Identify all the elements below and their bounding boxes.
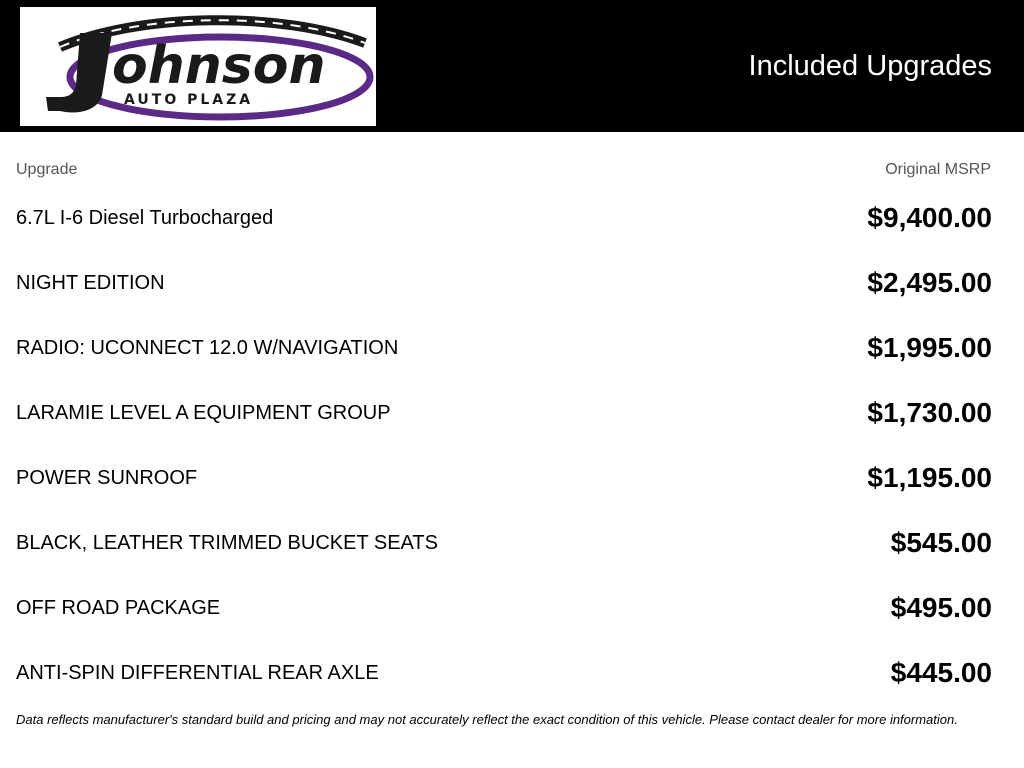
upgrade-price: $1,995.00 xyxy=(867,332,992,363)
upgrade-price: $445.00 xyxy=(890,657,992,688)
upgrade-row xyxy=(0,261,1024,326)
logo-wordmark: ohnson xyxy=(112,36,326,96)
upgrade-price: $495.00 xyxy=(890,592,992,623)
johnson-logo-image xyxy=(20,7,376,126)
header-bar xyxy=(0,0,1024,132)
upgrade-row xyxy=(0,196,1024,261)
column-header-upgrade: Upgrade xyxy=(16,161,78,178)
upgrade-name: RADIO: UCONNECT 12.0 W/NAVIGATION xyxy=(16,337,399,359)
upgrade-price: $1,730.00 xyxy=(867,397,992,428)
upgrade-row xyxy=(0,391,1024,456)
upgrade-name: ANTI-SPIN DIFFERENTIAL REAR AXLE xyxy=(16,662,379,684)
upgrade-row xyxy=(0,651,1024,716)
upgrade-price: $2,495.00 xyxy=(867,267,992,298)
upgrade-name: BLACK, LEATHER TRIMMED BUCKET SEATS xyxy=(16,532,438,554)
column-header-msrp: Original MSRP xyxy=(885,161,991,178)
upgrade-row xyxy=(0,586,1024,651)
upgrade-name: LARAMIE LEVEL A EQUIPMENT GROUP xyxy=(16,402,391,424)
upgrade-name: POWER SUNROOF xyxy=(16,467,198,489)
upgrade-row xyxy=(0,521,1024,586)
dealer-logo xyxy=(20,7,376,126)
disclaimer-text: Data reflects manufacturer's standard build and pricing and may not accurately reflect the exact condition of this vehicle. Please contact dealer for more information. xyxy=(16,712,958,727)
upgrade-name: 6.7L I-6 Diesel Turbocharged xyxy=(16,207,274,229)
upgrade-price: $545.00 xyxy=(890,527,992,558)
upgrades-list xyxy=(0,196,1024,716)
upgrade-row xyxy=(0,456,1024,521)
upgrade-name: NIGHT EDITION xyxy=(16,272,165,294)
upgrade-row xyxy=(0,326,1024,391)
page-title: Included Upgrades xyxy=(748,50,992,82)
logo-tagline: AUTO PLAZA xyxy=(124,92,254,108)
upgrade-price: $1,195.00 xyxy=(867,462,992,493)
upgrade-name: OFF ROAD PACKAGE xyxy=(16,597,221,619)
upgrade-price: $9,400.00 xyxy=(867,202,992,233)
